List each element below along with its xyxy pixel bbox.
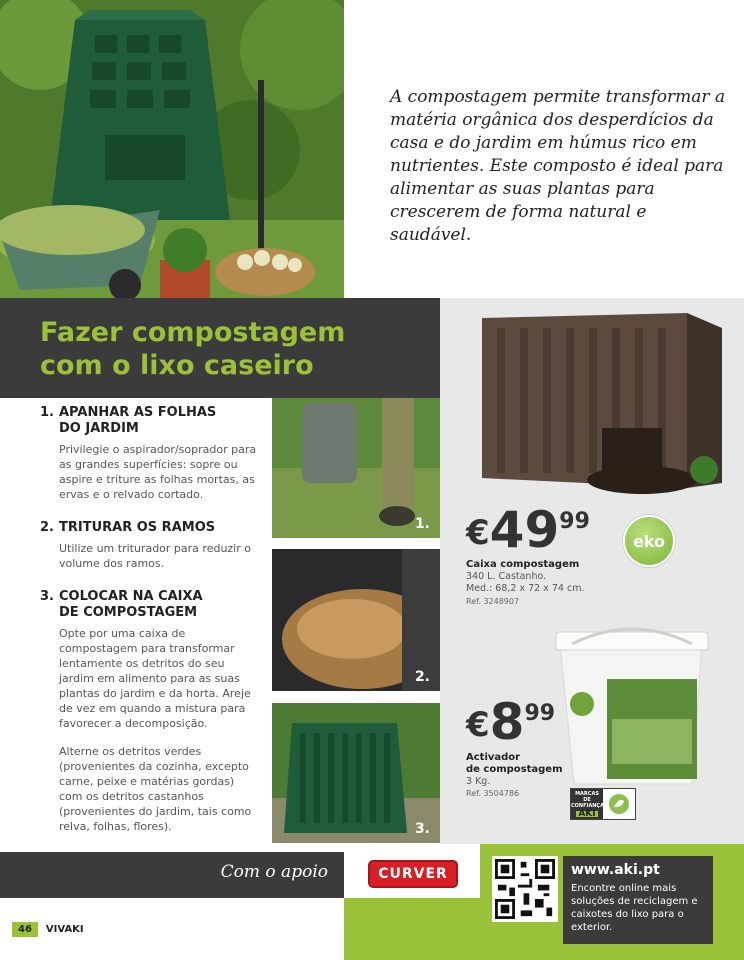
product-name — [466, 752, 563, 776]
badge-line1: MARCAS — [575, 791, 599, 797]
eco-leaf-icon — [608, 793, 630, 815]
magazine-name: VIVAKI — [45, 924, 84, 935]
price-integer: 49 — [489, 501, 560, 559]
step-body: Utilize um triturador para reduzir o volume dos ramos. — [59, 542, 251, 570]
page-title-line1: Fazer compostagem — [40, 317, 346, 348]
step-heading — [59, 405, 260, 437]
hero-photo — [0, 0, 344, 298]
badge-line2: DE CONFIANÇA — [571, 797, 604, 809]
step-heading-line2: DO JARDIM — [59, 421, 139, 436]
currency-symbol: € — [466, 705, 490, 745]
price-cents: 99 — [559, 509, 590, 534]
step-heading — [59, 589, 260, 621]
step-heading-line2: DE COMPOSTAGEM — [59, 605, 198, 620]
product-dimensions: Med.: 68,2 x 72 x 74 cm. — [466, 583, 585, 594]
product-desc: 340 L. Castanho. — [466, 571, 547, 582]
step-photo-2 — [272, 549, 440, 691]
step-photo-1 — [272, 398, 440, 538]
eko-badge: eko — [623, 515, 675, 567]
product-name: Caixa compostagem — [466, 559, 580, 570]
step-body: Opte por uma caixa de compostagem para transformar lentamente os detritos do seu jardim em alimento para as suas plantas do jardim e da horta. Areje de vez em quando a mistura para favorecer a decomposição. — [59, 627, 251, 730]
step-number: 1. — [40, 405, 54, 420]
photo-number: 1. — [414, 516, 430, 532]
step-number: 2. — [40, 520, 54, 535]
step-heading: TRITURAR OS RAMOS — [59, 520, 216, 535]
product-ref: Ref. 3248907 — [466, 597, 520, 606]
with-support-label: Com o apoio — [220, 862, 328, 882]
curver-logo: CURVER — [368, 860, 458, 888]
step-3 — [40, 589, 260, 731]
garden-compost-illustration — [0, 0, 344, 298]
product-ref: Ref. 3504786 — [466, 789, 520, 798]
page-title-line2: com o lixo caseiro — [40, 350, 314, 381]
price-integer: 8 — [489, 693, 525, 751]
page-number: 46 — [12, 922, 38, 937]
price-compost-box — [466, 501, 590, 559]
sponsor-band — [0, 852, 344, 898]
step-number: 3. — [40, 589, 54, 604]
aki-logo: AKI — [578, 809, 596, 819]
qr-code-icon — [495, 859, 555, 919]
green-band-left — [344, 898, 480, 960]
product-desc: 3 Kg. — [466, 776, 491, 787]
website-text: Encontre online mais soluções de reciclagem e caixotes do lixo para o exterior. — [571, 883, 698, 933]
photo-number: 3. — [414, 821, 430, 837]
price-activator — [466, 693, 556, 751]
page-footer — [12, 922, 84, 937]
step-photo-3 — [272, 703, 440, 843]
step-heading-line1: COLOCAR NA CAIXA — [59, 589, 203, 604]
page-title — [40, 316, 345, 382]
trusted-brand-badge — [570, 788, 636, 820]
step-1 — [40, 405, 260, 502]
brown-compost-box-image — [472, 308, 734, 498]
step-2 — [40, 520, 260, 571]
qr-code[interactable] — [492, 856, 558, 922]
step-body: Privilegie o aspirador/soprador para as grandes superfícies: sopre ou aspire e triture as folhas mortas, as ervas e o relvado cortado. — [59, 443, 257, 501]
sponsor-logo-box — [344, 844, 480, 898]
website-box — [563, 856, 713, 944]
title-band — [0, 298, 440, 398]
intro-text: A compostagem permite transformar a matéria orgânica dos desperdícios da casa e do jardim em húmus rico em nutrientes. Este composto é ideal para alimentar as suas plantas para crescerem de forma natural e saudável. — [390, 87, 726, 245]
step-heading-line1: APANHAR AS FOLHAS — [59, 405, 217, 420]
price-cents: 99 — [524, 701, 556, 726]
photo-number: 2. — [414, 669, 430, 685]
compost-tip: Alterne os detritos verdes (provenientes da cozinha, excepto carne, peixe e matérias gordas) com os detritos castanhos (provenientes do jardim, tais como relva, folhas, flores). — [59, 745, 252, 833]
website-link[interactable]: www.aki.pt — [571, 862, 660, 878]
product-name-line1: Activador — [466, 752, 521, 763]
product-name-line2: de compostagem — [466, 764, 563, 775]
activator-bucket-image — [552, 624, 712, 789]
currency-symbol: € — [466, 513, 490, 553]
